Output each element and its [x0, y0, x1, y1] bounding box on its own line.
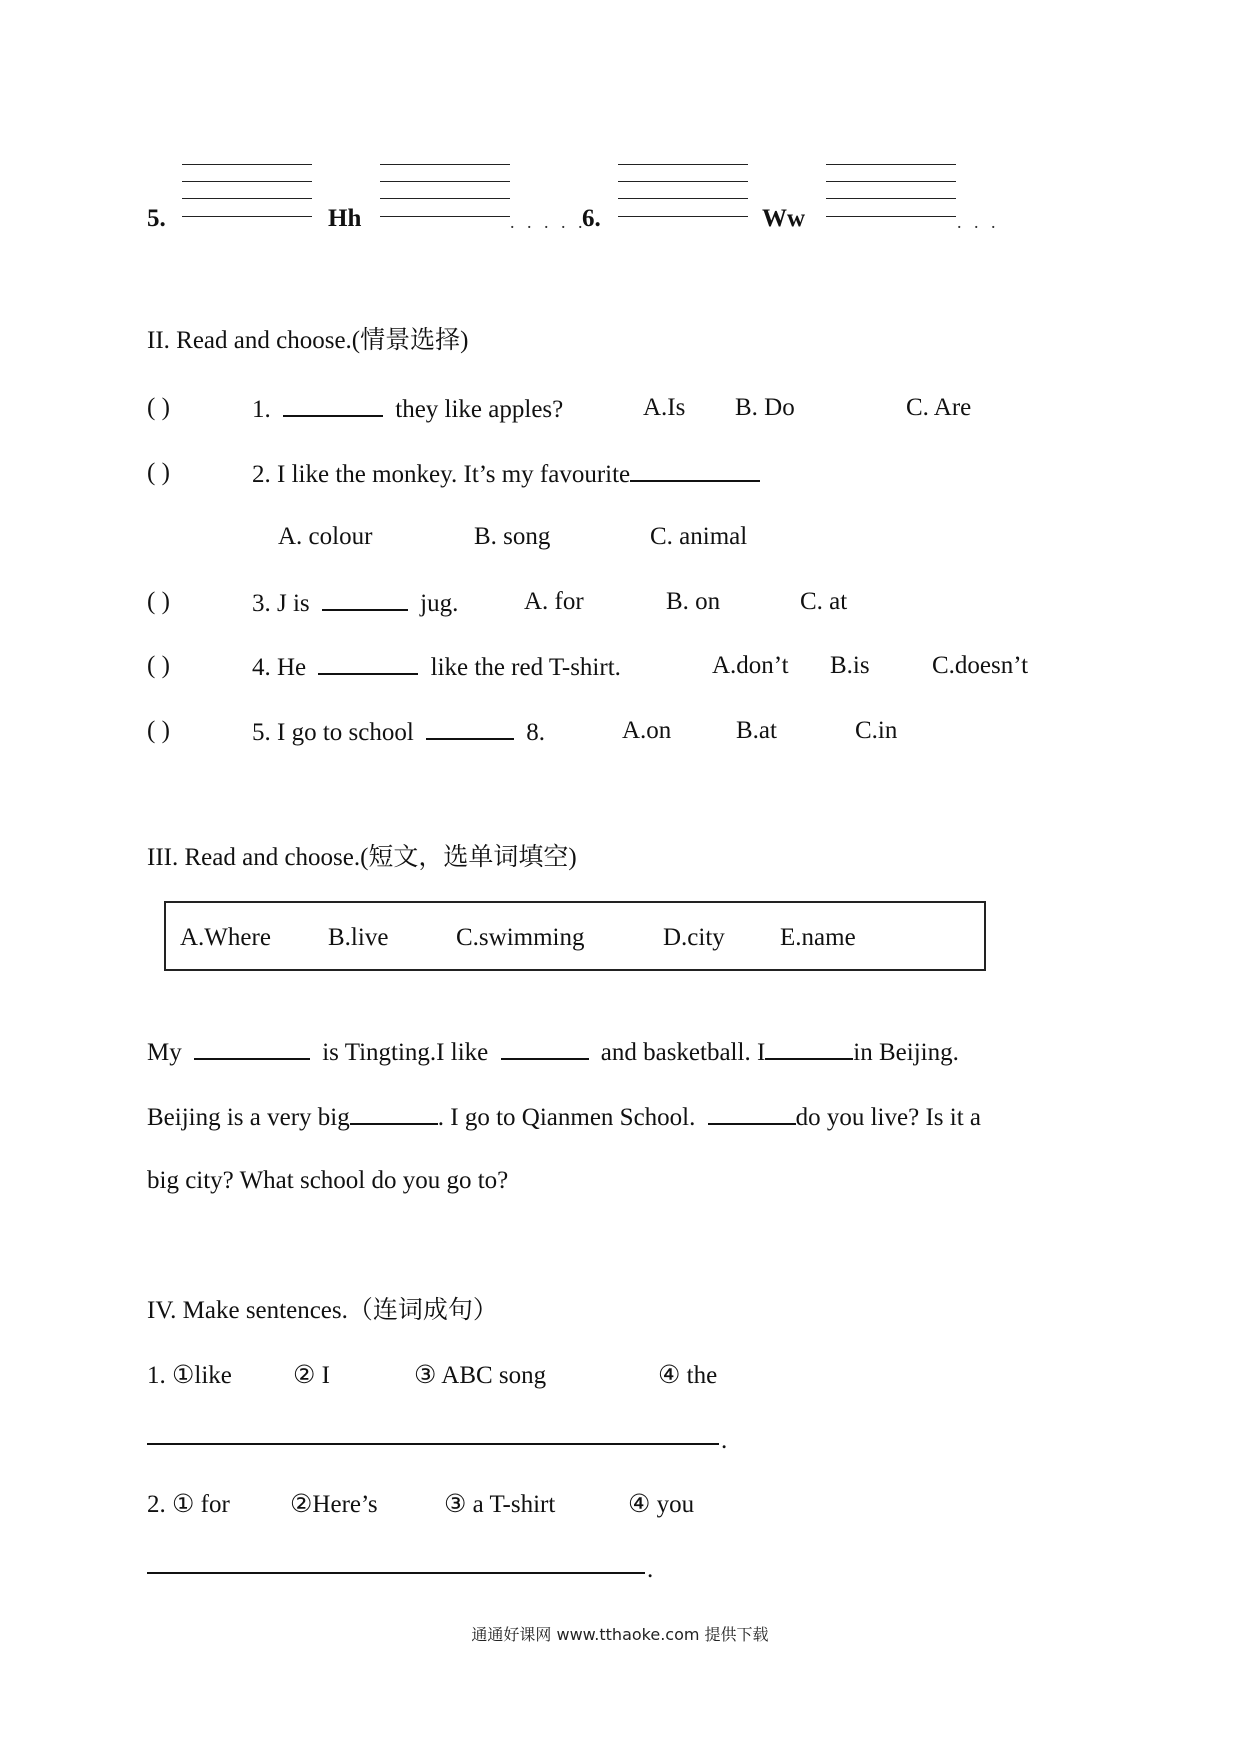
answer-line[interactable]: [147, 1443, 719, 1445]
sentence-number: 1.: [147, 1362, 166, 1389]
question-text: 1.: [252, 396, 271, 423]
word-chunk: ③ ABC song: [414, 1362, 547, 1389]
section-3-heading: III. Read and choose.(短文，选单词填空): [147, 844, 577, 871]
question-text: like the red T-shirt.: [430, 654, 621, 681]
passage-blank[interactable]: [765, 1036, 853, 1060]
answer-blank[interactable]: [283, 393, 383, 417]
question-1: [252, 393, 563, 425]
answer-blank[interactable]: [426, 716, 514, 740]
word-chunk: ① for: [172, 1491, 230, 1518]
word-chunk: ② I: [293, 1362, 330, 1389]
word-bank-item[interactable]: B.live: [328, 924, 389, 951]
section-4-heading: IV. Make sentences.（连词成句）: [147, 1297, 498, 1324]
answer-blank[interactable]: [318, 651, 418, 675]
word-bank-item[interactable]: E.name: [780, 924, 856, 951]
passage-line-2: [147, 1101, 981, 1133]
question-text: 3. J is: [252, 590, 310, 617]
option-a[interactable]: A.don’t: [712, 652, 789, 679]
dotted-leader: . . .: [957, 212, 1000, 232]
question-text: 8.: [526, 719, 546, 746]
option-c[interactable]: C. Are: [906, 394, 972, 421]
passage-blank[interactable]: [194, 1036, 310, 1060]
answer-blank[interactable]: [322, 587, 408, 611]
answer-blank[interactable]: [630, 458, 760, 482]
writing-grid[interactable]: [380, 164, 510, 224]
question-text: 2. I like the monkey. It’s my favourite: [252, 461, 631, 488]
passage-text: do you live? Is it a: [795, 1104, 981, 1131]
option-a[interactable]: A.on: [622, 717, 672, 744]
question-text: 4. He: [252, 654, 307, 681]
option-a[interactable]: A.Is: [643, 394, 686, 421]
question-3: [252, 587, 458, 619]
passage-line-3: big city? What school do you go to?: [147, 1167, 509, 1194]
passage-text: in Beijing.: [853, 1039, 959, 1066]
word-bank-item[interactable]: D.city: [663, 924, 725, 951]
answer-paren[interactable]: ( ): [147, 459, 170, 486]
passage-blank[interactable]: [350, 1101, 438, 1125]
sentence-end-period: .: [647, 1556, 654, 1583]
passage-text: Beijing is a very big: [147, 1104, 350, 1131]
option-b[interactable]: B. Do: [735, 394, 795, 421]
answer-paren[interactable]: ( ): [147, 717, 170, 744]
option-b[interactable]: B. on: [666, 588, 721, 615]
word-chunk: ②Here’s: [290, 1491, 378, 1518]
option-c[interactable]: C. at: [800, 588, 848, 615]
item-number-5: 5.: [147, 205, 166, 232]
word-chunk: ③ a T-shirt: [444, 1491, 556, 1518]
passage-text: is Tingting.I like: [322, 1039, 489, 1066]
answer-paren[interactable]: ( ): [147, 652, 170, 679]
question-5: [252, 716, 545, 748]
footer-credit: 通通好课网 www.tthaoke.com 提供下载: [471, 1625, 769, 1644]
option-b[interactable]: B.at: [736, 717, 777, 744]
passage-text: and basketball. I: [600, 1039, 766, 1066]
writing-grid[interactable]: [182, 164, 312, 224]
option-a[interactable]: A. for: [524, 588, 584, 615]
word-bank-item[interactable]: A.Where: [180, 924, 271, 951]
option-c[interactable]: C.in: [855, 717, 898, 744]
passage-blank[interactable]: [501, 1036, 589, 1060]
word-chunk: ①like: [172, 1362, 232, 1389]
word-bank-item[interactable]: C.swimming: [456, 924, 585, 951]
passage-text: . I go to Qianmen School.: [437, 1104, 696, 1131]
answer-paren[interactable]: ( ): [147, 588, 170, 615]
option-b[interactable]: B.is: [830, 652, 870, 679]
option-b[interactable]: B. song: [474, 523, 551, 550]
sentence-number: 2.: [147, 1491, 166, 1518]
passage-line-1: [147, 1036, 959, 1068]
section-2-heading: II. Read and choose.(情景选择): [147, 327, 469, 354]
passage-blank[interactable]: [708, 1101, 796, 1125]
word-bank-box: [164, 901, 986, 971]
question-text: they like apples?: [395, 396, 564, 423]
word-chunk: ④ the: [658, 1362, 718, 1389]
question-text: jug.: [420, 590, 459, 617]
option-c[interactable]: C.doesn’t: [932, 652, 1029, 679]
question-text: 5. I go to school: [252, 719, 414, 746]
letter-pair-hh: Hh: [328, 205, 362, 232]
passage-text: My: [147, 1039, 182, 1066]
sentence-end-period: .: [721, 1427, 728, 1454]
writing-grid[interactable]: [826, 164, 956, 224]
word-chunk: ④ you: [628, 1491, 695, 1518]
writing-grid[interactable]: [618, 164, 748, 224]
option-a[interactable]: A. colour: [278, 523, 373, 550]
question-2: [252, 458, 760, 490]
answer-line[interactable]: [147, 1572, 645, 1574]
letter-pair-ww: Ww: [762, 205, 806, 232]
option-c[interactable]: C. animal: [650, 523, 748, 550]
question-4: [252, 651, 621, 683]
answer-paren[interactable]: ( ): [147, 394, 170, 421]
item-number-6: 6.: [582, 205, 601, 232]
dotted-leader: . . . . .: [510, 212, 587, 232]
